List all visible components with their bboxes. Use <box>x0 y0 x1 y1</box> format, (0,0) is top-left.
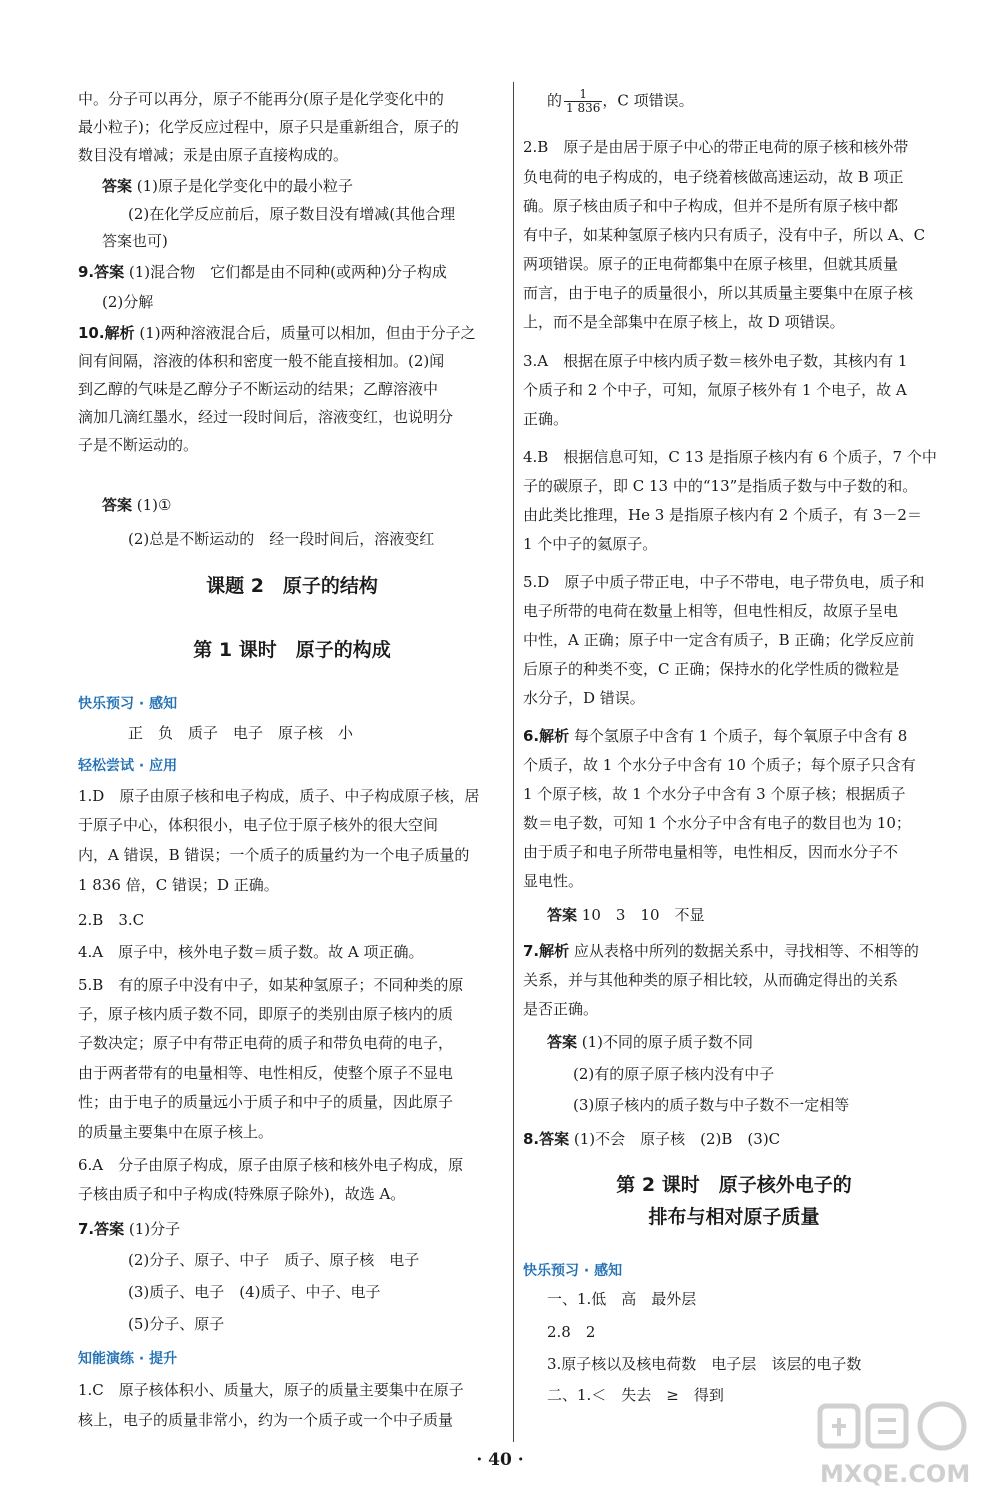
class-period-title: 第 2 课时 原子核外电子的 <box>616 1174 852 1196</box>
text-line: (5)分子、原子 <box>128 1315 225 1333</box>
text-line: 子是不断运动的。 <box>78 436 199 454</box>
section-heading: 轻松尝试 · 应用 <box>78 758 178 774</box>
analysis-label: 10.解析 <box>78 324 135 342</box>
text-line: (2)有的原子原子核内没有中子 <box>573 1065 775 1083</box>
text-line: 水分子，D 错误。 <box>523 689 645 707</box>
answer-line <box>78 1218 180 1240</box>
text-line: 3.A 根据在原子中核内质子数＝核外电子数，其核内有 1 <box>523 352 908 370</box>
text-line: 4.A 原子中，核外电子数＝质子数。故 A 项正确。 <box>78 943 424 961</box>
text-line: 正确。 <box>523 410 569 428</box>
fraction-numerator: 1 <box>564 88 602 102</box>
answer-text: 10 3 10 不显 <box>577 906 705 924</box>
text-line: (3)质子、电子 (4)质子、中子、电子 <box>128 1283 381 1301</box>
text-line: 6.A 分子由原子构成，原子由原子核和核外电子构成，原 <box>78 1156 464 1174</box>
answer-line <box>78 175 353 197</box>
answer-line <box>523 904 705 926</box>
text-line: 关系，并与其他种类的原子相比较，从而确定得出的关系 <box>523 971 899 989</box>
text-line: 最小粒子)；化学反应过程中，原子只是重新组合，原子的 <box>78 118 459 136</box>
text-line: 4.B 根据信息可知，C 13 是指原子核内有 6 个质子，7 个中 <box>523 448 937 466</box>
text-line: 2.B 原子是由居于原子中心的带正电荷的原子核和核外带 <box>523 138 909 156</box>
text-line: 由此类比推理，He 3 是指原子核内有 2 个质子，有 3－2＝ <box>523 506 922 524</box>
text-line: 性；由于电子的质量远小于质子和中子的质量，因此原子 <box>78 1093 454 1111</box>
text-line: 二、1.＜ 失去 ≥ 得到 <box>547 1386 724 1404</box>
class-period-title: 第 1 课时 原子的构成 <box>193 639 391 661</box>
text-line: 到乙醇的气味是乙醇分子不断运动的结果；乙醇溶液中 <box>78 380 439 398</box>
text-line: 子的碳原子，即 C 13 中的“13”是指质子数与中子数的和。 <box>523 477 918 495</box>
text-line: 5.D 原子中质子带正电，中子不带电，电子带负电，质子和 <box>523 573 925 591</box>
fraction-denominator: 1 836 <box>566 101 601 115</box>
text-line: 由于质子和电子所带电量相等，电性相反，因而水分子不 <box>523 843 899 861</box>
analysis-line <box>523 725 907 747</box>
lesson-title: 课题 2 原子的结构 <box>206 575 378 597</box>
text-line: 一、1.低 高 最外层 <box>547 1290 697 1308</box>
answer-label: 答案 <box>102 496 133 514</box>
text-line: (2)分子、原子、中子 质子、原子核 电子 <box>128 1251 420 1269</box>
answer-label: 9.答案 <box>78 263 125 281</box>
text-line: 1.D 原子由原子核和电子构成，质子、中子构成原子核，居 <box>78 787 480 805</box>
text-line: 于原子中心，体积很小，电子位于原子核外的很大空间 <box>78 816 439 834</box>
answer-text: (1)分子 <box>124 1220 181 1238</box>
answer-line <box>523 1128 780 1150</box>
text-line: 中。分子可以再分，原子不能再分(原子是化学变化中的 <box>78 90 444 108</box>
text-line: 3.原子核以及核电荷数 电子层 该层的电子数 <box>547 1355 862 1373</box>
text-line: 子，原子核内质子数不同，即原子的类别由原子核内的质 <box>78 1005 454 1023</box>
answer-line <box>78 494 171 516</box>
analysis-label: 6.解析 <box>523 727 570 745</box>
text-line: 中性，A 正确；原子中一定含有质子，B 正确；化学反应前 <box>523 631 915 649</box>
text-line: 数目没有增减；汞是由原子直接构成的。 <box>78 146 349 164</box>
answer-text: (1)不会 原子核 (2)B (3)C <box>569 1130 781 1148</box>
text-line: (2)总是不断运动的 经一段时间后，溶液变红 <box>128 530 435 548</box>
text-line: 确。原子核由质子和中子构成，但并不是所有原子核中都 <box>523 197 899 215</box>
analysis-label: 7.解析 <box>523 942 570 960</box>
answer-label: 8.答案 <box>523 1130 570 1148</box>
text-line: 数＝电子数，可知 1 个水分子中含有电子的数目也为 10； <box>523 814 911 832</box>
text-tail: ，C 项错误。 <box>602 91 694 110</box>
text-line: 负电荷的电子构成的，电子绕着核做高速运动，故 B 项正 <box>523 168 904 186</box>
watermark-logo-icon <box>812 1400 982 1492</box>
analysis-line <box>523 940 919 962</box>
fraction <box>564 88 602 115</box>
text-line: 1.C 原子核体积小、质量大，原子的质量主要集中在原子 <box>78 1381 464 1399</box>
text-line: 答案也可) <box>102 232 168 250</box>
text-line: 核上，电子的质量非常小，约为一个质子或一个中子质量 <box>78 1411 454 1429</box>
answer-label: 答案 <box>547 1033 578 1051</box>
page-number: · 40 · <box>476 1450 524 1470</box>
analysis-text: 每个氢原子中含有 1 个质子，每个氧原子中含有 8 <box>569 727 908 745</box>
text-line: 两项错误。原子的正电荷都集中在原子核里，但就其质量 <box>523 255 899 273</box>
watermark <box>812 1400 982 1492</box>
section-heading: 快乐预习 · 感知 <box>523 1263 623 1279</box>
watermark-text: MXQE.COM <box>820 1460 971 1488</box>
text-line: 间有间隔，溶液的体积和密度一般不能直接相加。(2)闻 <box>78 352 445 370</box>
text-line: 显电性。 <box>523 872 584 890</box>
text-line: 而言，由于电子的质量很小，所以其质量主要集中在原子核 <box>523 284 914 302</box>
text-line: 电子所带的电荷在数量上相等，但电性相反，故原子呈电 <box>523 602 899 620</box>
text-line: (2)分解 <box>102 293 154 311</box>
text-line: 由于两者带有的电量相等、电性相反，使整个原子不显电 <box>78 1064 454 1082</box>
answer-label: 答案 <box>547 906 578 924</box>
text-line: 子核由质子和中子构成(特殊原子除外)，故选 A。 <box>78 1185 406 1203</box>
text-line: 1 836 倍，C 错误；D 正确。 <box>78 876 279 894</box>
analysis-text: (1)两种溶液混合后，质量可以相加，但由于分子之 <box>134 324 476 342</box>
text-line: 5.B 有的原子中没有中子，如某种氢原子；不同种类的原 <box>78 976 464 994</box>
text-line: 滴加几滴红墨水，经过一段时间后，溶液变红，也说明分 <box>78 408 454 426</box>
text-line: 1 个原子核，故 1 个水分子中含有 3 个原子核；根据质子 <box>523 785 906 803</box>
answer-text: (1)① <box>132 496 172 514</box>
column-divider <box>513 82 514 1442</box>
answer-text: (1)不同的原子质子数不同 <box>577 1033 754 1051</box>
class-period-subtitle: 排布与相对原子质量 <box>648 1206 820 1228</box>
analysis-line <box>78 322 476 344</box>
text-line: 1 个中子的氦原子。 <box>523 535 658 553</box>
answer-text: (1)原子是化学变化中的最小粒子 <box>132 177 354 195</box>
text-line: 的质量主要集中在原子核上。 <box>78 1123 274 1141</box>
answer-line <box>523 1031 753 1053</box>
text-line: 子数决定；原子中有带正电荷的质子和带负电荷的电子， <box>78 1034 454 1052</box>
text-line: 个质子，故 1 个水分子中含有 10 个质子；每个原子只含有 <box>523 756 916 774</box>
text-line: 上，而不是全部集中在原子核上，故 D 项错误。 <box>523 313 845 331</box>
answer-label: 7.答案 <box>78 1220 125 1238</box>
text-line: 个质子和 2 个中子，可知，氚原子核外有 1 个电子，故 A <box>523 381 907 399</box>
text-lead: 的 <box>547 91 563 110</box>
answer-text: (1)混合物 它们都是由不同种(或两种)分子构成 <box>124 263 447 281</box>
text-line: 2.B 3.C <box>78 911 145 929</box>
text-line: 是否正确。 <box>523 1000 599 1018</box>
analysis-text: 应从表格中所列的数据关系中，寻找相等、不相等的 <box>569 942 919 960</box>
text-line: (2)在化学反应前后，原子数目没有增减(其他合理 <box>128 205 456 223</box>
text-line: 正 负 质子 电子 原子核 小 <box>128 724 354 742</box>
fraction-line <box>523 88 694 115</box>
text-line: 后原子的种类不变，C 正确；保持水的化学性质的微粒是 <box>523 660 900 678</box>
section-heading: 快乐预习 · 感知 <box>78 696 178 712</box>
text-line: 2.8 2 <box>547 1323 596 1341</box>
text-line: (3)原子核内的质子数与中子数不一定相等 <box>573 1096 850 1114</box>
section-heading: 知能演练 · 提升 <box>78 1351 178 1367</box>
answer-label: 答案 <box>102 177 133 195</box>
text-line: 有中子，如某种氢原子核内只有质子，没有中子，所以 A、C <box>523 226 926 244</box>
text-line: 内，A 错误，B 错误；一个质子的质量约为一个电子质量的 <box>78 846 470 864</box>
answer-line <box>78 261 447 283</box>
